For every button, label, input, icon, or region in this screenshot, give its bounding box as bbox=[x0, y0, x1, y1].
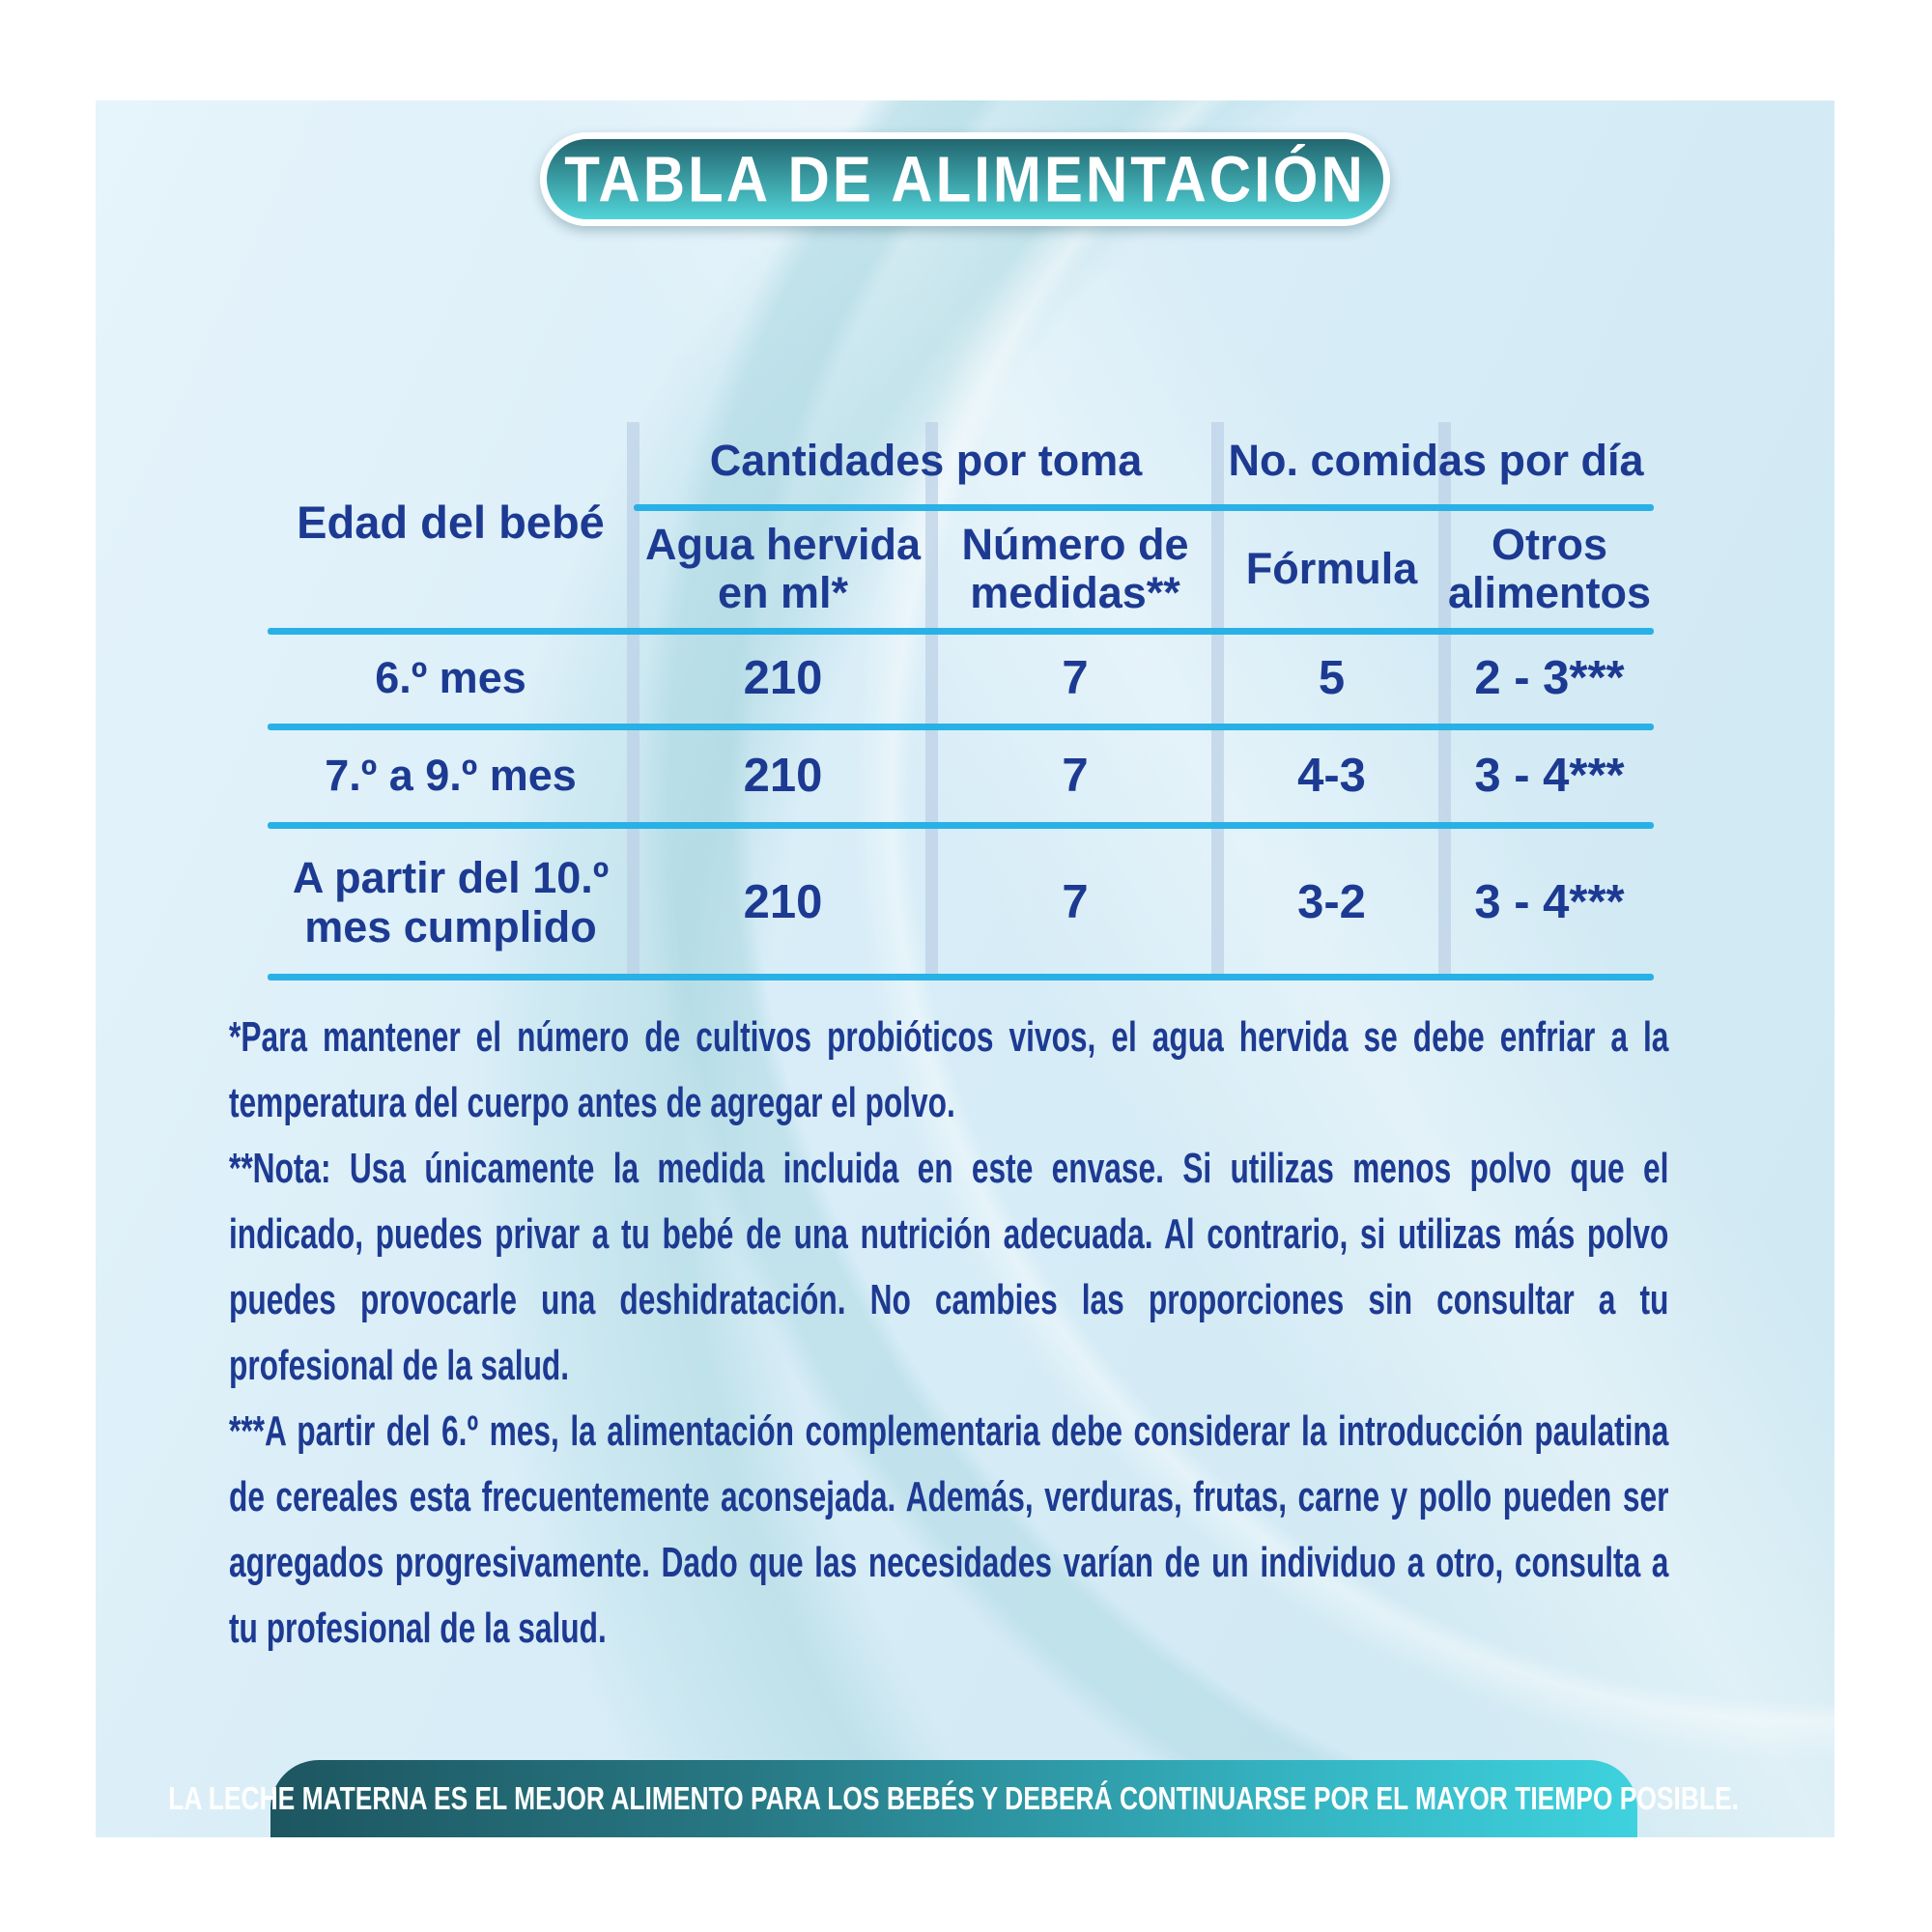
row-age: 7.º a 9.º mes bbox=[325, 750, 577, 800]
footnote-water: *Para mantener el número de cultivos probióticos vivos, el agua hervida se debe enfriar a la temperatura del cuerpo antes de agregar el polvo. bbox=[229, 1013, 1669, 1126]
breastmilk-banner bbox=[168, 1760, 1740, 1837]
header-formula: Fórmula bbox=[1245, 543, 1418, 593]
row-other: 3 - 4*** bbox=[1474, 749, 1625, 802]
row-formula: 3-2 bbox=[1297, 876, 1366, 929]
row-age: 6.º mes bbox=[375, 653, 526, 703]
header-group-meals: No. comidas por día bbox=[1228, 436, 1644, 486]
row-scoops: 7 bbox=[1062, 876, 1089, 929]
row-water: 210 bbox=[743, 652, 823, 705]
row-scoops: 7 bbox=[1062, 749, 1089, 802]
footnotes bbox=[229, 1005, 1668, 1662]
breastmilk-banner-text: LA LECHE MATERNA ES EL MEJOR ALIMENTO PARA LOS BEBÉS Y DEBERÁ CONTINUARSE POR EL MAYOR TIEMPO POSIBLE. bbox=[168, 1780, 1740, 1816]
footnote-scoops: **Nota: Usa únicamente la medida incluida en este envase. Si utilizas menos polvo que el indicado, puedes privar a tu bebé de una nutrición adecuada. Al contrario, si utilizas más polvo puedes provocarle una deshidratación. No cambies las proporciones sin consultar a tu profesional de la salud. bbox=[229, 1145, 1669, 1389]
header-scoops: Número de medidas** bbox=[961, 519, 1189, 617]
row-formula: 5 bbox=[1318, 652, 1346, 705]
feeding-table bbox=[268, 415, 1654, 980]
header-water: Agua hervida en ml* bbox=[644, 519, 922, 617]
row-other: 2 - 3*** bbox=[1474, 652, 1625, 705]
title-pill bbox=[540, 132, 1390, 226]
feeding-info-card bbox=[96, 100, 1834, 1837]
row-water: 210 bbox=[743, 876, 823, 929]
row-scoops: 7 bbox=[1062, 652, 1089, 705]
header-other-foods: Otros alimentos bbox=[1447, 519, 1652, 617]
row-formula: 4-3 bbox=[1297, 749, 1366, 802]
header-group-amounts: Cantidades por toma bbox=[709, 436, 1143, 486]
row-other: 3 - 4*** bbox=[1474, 876, 1625, 929]
footnote-other: ***A partir del 6.º mes, la alimentación complementaria debe considerar la introducción paulatina de cereales esta frecuentemente aconsejada. Además, verduras, frutas, carne y pollo pueden ser agregados progresivamente. Dado que las necesidades varían de un individuo a otro, consulta a tu profesional de la salud. bbox=[229, 1407, 1669, 1652]
row-water: 210 bbox=[743, 749, 823, 802]
header-age: Edad del bebé bbox=[297, 497, 605, 549]
table-grid bbox=[268, 415, 1654, 980]
page-title: TABLA DE ALIMENTACIÓN bbox=[564, 142, 1366, 216]
row-age: A partir del 10.º mes cumplido bbox=[292, 853, 610, 952]
